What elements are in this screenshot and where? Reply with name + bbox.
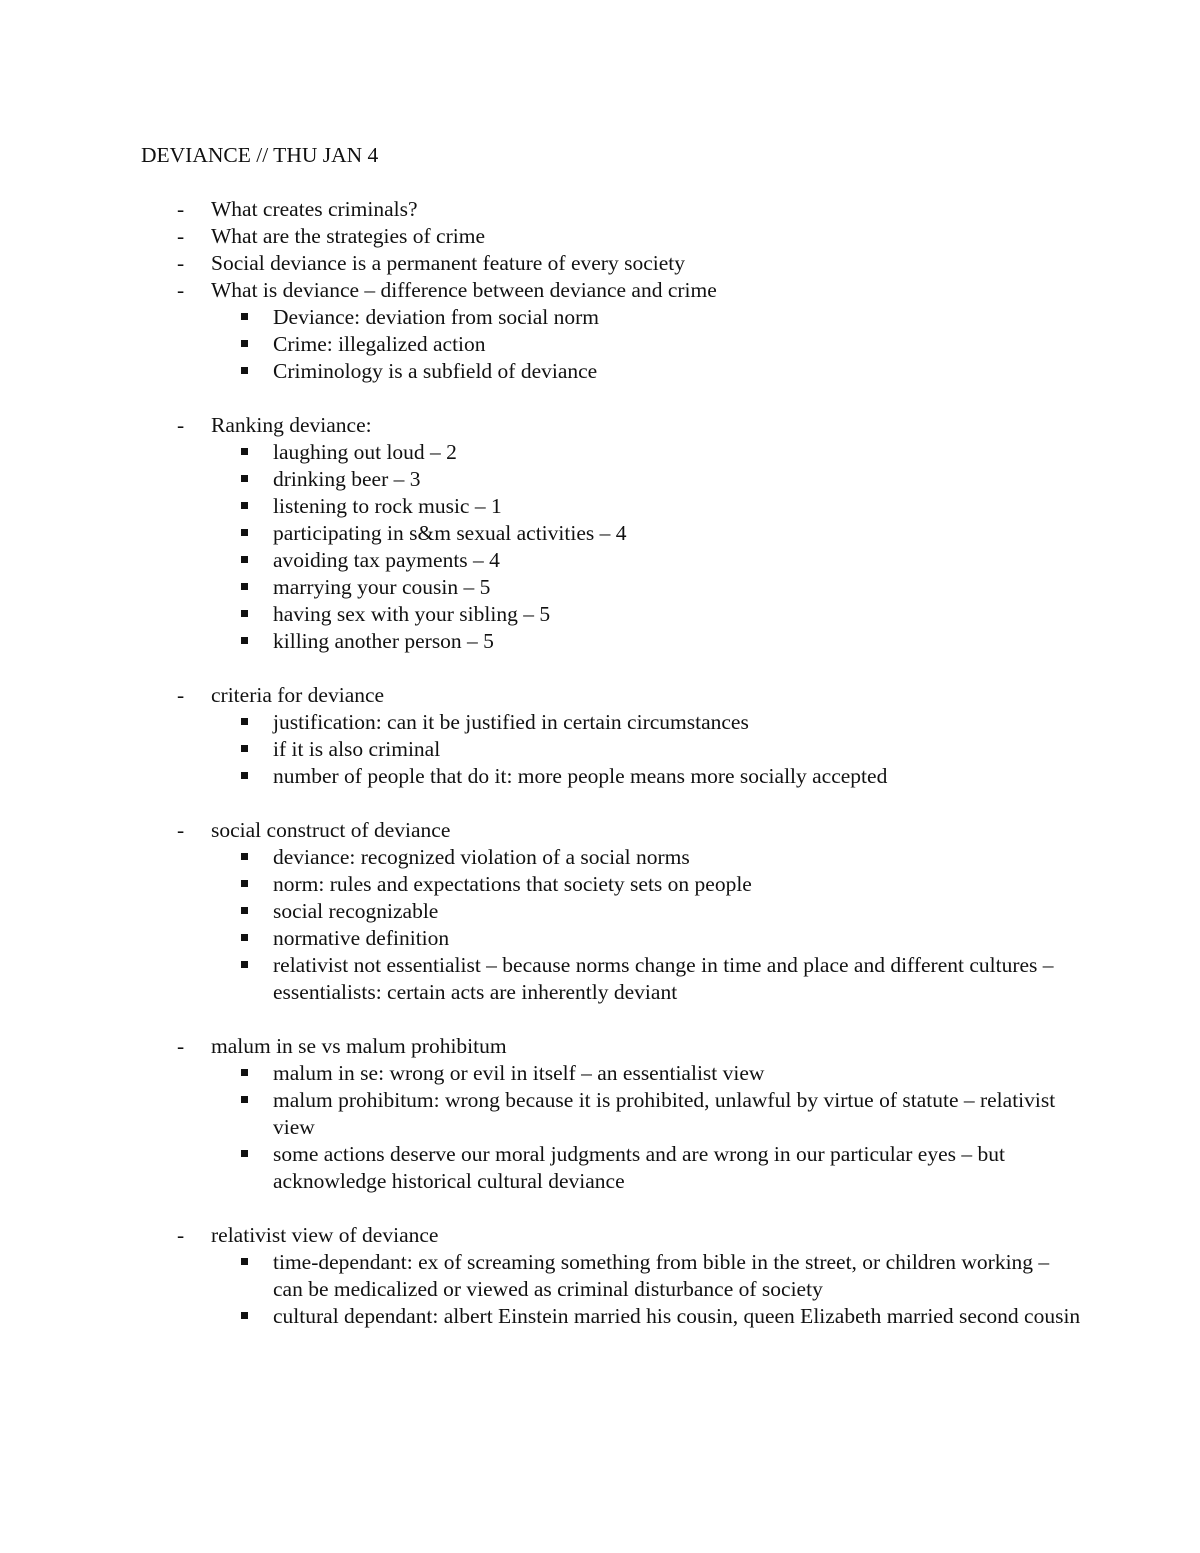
bullet-item-text: malum prohibitum: wrong because it is prohibited, unlawful by virtue of statute – relativist view [273,1088,1056,1139]
bullet-item-text: social recognizable [273,899,439,923]
square-bullet-icon [241,1258,248,1265]
bullet-item-text: malum in se: wrong or evil in itself – an essentialist view [273,1061,765,1085]
dash-item-text: relativist view of deviance [211,1223,439,1247]
bullet-item-text: time-dependant: ex of screaming something from bible in the street, or children working – can be medicalized or viewed as criminal disturbance of society [273,1250,1050,1301]
square-bullet-icon [241,880,248,887]
dash-marker: - [177,278,185,302]
bullet-item [141,466,1081,493]
dash-list-item [141,1222,1081,1249]
square-bullet-icon [241,340,248,347]
square-bullet-icon [241,961,248,968]
dash-list-item [141,817,1081,844]
square-bullet-icon [241,583,248,590]
square-bullet-icon [241,1150,248,1157]
bullet-item-text: norm: rules and expectations that society sets on people [273,872,752,896]
bullet-item-text: avoiding tax payments – 4 [273,548,500,572]
bullet-item-text: killing another person – 5 [273,629,494,653]
bullet-item [141,439,1081,466]
dash-marker: - [177,251,185,275]
bullet-item [141,304,1081,331]
dash-marker: - [177,1034,185,1058]
dash-marker: - [177,818,185,842]
dash-item-text: social construct of deviance [211,818,451,842]
square-bullet-icon [241,367,248,374]
square-bullet-icon [241,556,248,563]
bullet-item [141,844,1081,871]
dash-list-item [141,682,1081,709]
bullet-item [141,574,1081,601]
bullet-item [141,358,1081,385]
bullet-item [141,1060,1081,1087]
notes-section [141,1033,1081,1195]
square-bullet-icon [241,718,248,725]
dash-marker: - [177,197,185,221]
document-title: DEVIANCE // THU JAN 4 [141,143,379,167]
bullet-item-text: Deviance: deviation from social norm [273,305,599,329]
bullet-item-text: justification: can it be justified in certain circumstances [273,710,749,734]
bullet-item [141,601,1081,628]
dash-marker: - [177,1223,185,1247]
bullet-item-text: number of people that do it: more people means more socially accepted [273,764,888,788]
bullet-item [141,1087,1081,1141]
bullet-item-text: laughing out loud – 2 [273,440,457,464]
bullet-item [141,709,1081,736]
bullet-list [141,439,1081,655]
notes-section [141,817,1081,1006]
square-bullet-icon [241,853,248,860]
dash-item-text: malum in se vs malum prohibitum [211,1034,507,1058]
square-bullet-icon [241,934,248,941]
notes-sections [141,196,1081,1330]
dash-marker: - [177,683,185,707]
square-bullet-icon [241,1312,248,1319]
square-bullet-icon [241,475,248,482]
bullet-item [141,493,1081,520]
square-bullet-icon [241,610,248,617]
dash-list-item [141,196,1081,223]
dash-list-item [141,250,1081,277]
dash-item-text: Ranking deviance: [211,413,372,437]
notes-section [141,412,1081,655]
dash-list-item [141,412,1081,439]
bullet-item-text: Crime: illegalized action [273,332,486,356]
notes-body [141,142,1081,1357]
square-bullet-icon [241,907,248,914]
notes-section [141,682,1081,790]
bullet-item-text: if it is also criminal [273,737,441,761]
bullet-item [141,1249,1081,1303]
bullet-list [141,709,1081,790]
bullet-item-text: cultural dependant: albert Einstein married his cousin, queen Elizabeth married second cousin [273,1304,1081,1328]
dash-item-text: What is deviance – difference between deviance and crime [211,278,717,302]
bullet-item-text: drinking beer – 3 [273,467,421,491]
square-bullet-icon [241,637,248,644]
bullet-item-text: relativist not essentialist – because norms change in time and place and different cultures – essentialists: certain acts are inherently deviant [273,953,1054,1004]
bullet-item [141,952,1081,1006]
bullet-item [141,898,1081,925]
bullet-item [141,1141,1081,1195]
dash-marker: - [177,224,185,248]
square-bullet-icon [241,1096,248,1103]
bullet-list [141,1249,1081,1330]
bullet-item [141,871,1081,898]
bullet-item [141,520,1081,547]
bullet-item-text: marrying your cousin – 5 [273,575,491,599]
bullet-item [141,628,1081,655]
dash-list-item [141,1033,1081,1060]
dash-list-item [141,277,1081,304]
square-bullet-icon [241,1069,248,1076]
bullet-item [141,331,1081,358]
dash-item-text: Social deviance is a permanent feature of every society [211,251,685,275]
square-bullet-icon [241,772,248,779]
square-bullet-icon [241,529,248,536]
dash-item-text: What creates criminals? [211,197,418,221]
bullet-list [141,844,1081,1006]
notes-section [141,1222,1081,1330]
bullet-item-text: some actions deserve our moral judgments and are wrong in our particular eyes – but acknowledge historical cultural deviance [273,1142,1005,1193]
bullet-item-text: having sex with your sibling – 5 [273,602,551,626]
bullet-item [141,763,1081,790]
bullet-item-text: normative definition [273,926,450,950]
dash-marker: - [177,413,185,437]
bullet-item-text: deviance: recognized violation of a social norms [273,845,690,869]
notes-section [141,196,1081,385]
bullet-item [141,547,1081,574]
bullet-item-text: Criminology is a subfield of deviance [273,359,598,383]
bullet-list [141,1060,1081,1195]
bullet-item [141,925,1081,952]
bullet-item-text: participating in s&m sexual activities – 4 [273,521,627,545]
bullet-item [141,1303,1081,1330]
bullet-list [141,304,1081,385]
square-bullet-icon [241,502,248,509]
bullet-item-text: listening to rock music – 1 [273,494,502,518]
bullet-item [141,736,1081,763]
square-bullet-icon [241,448,248,455]
dash-item-text: What are the strategies of crime [211,224,485,248]
square-bullet-icon [241,745,248,752]
square-bullet-icon [241,313,248,320]
dash-item-text: criteria for deviance [211,683,385,707]
dash-list-item [141,223,1081,250]
